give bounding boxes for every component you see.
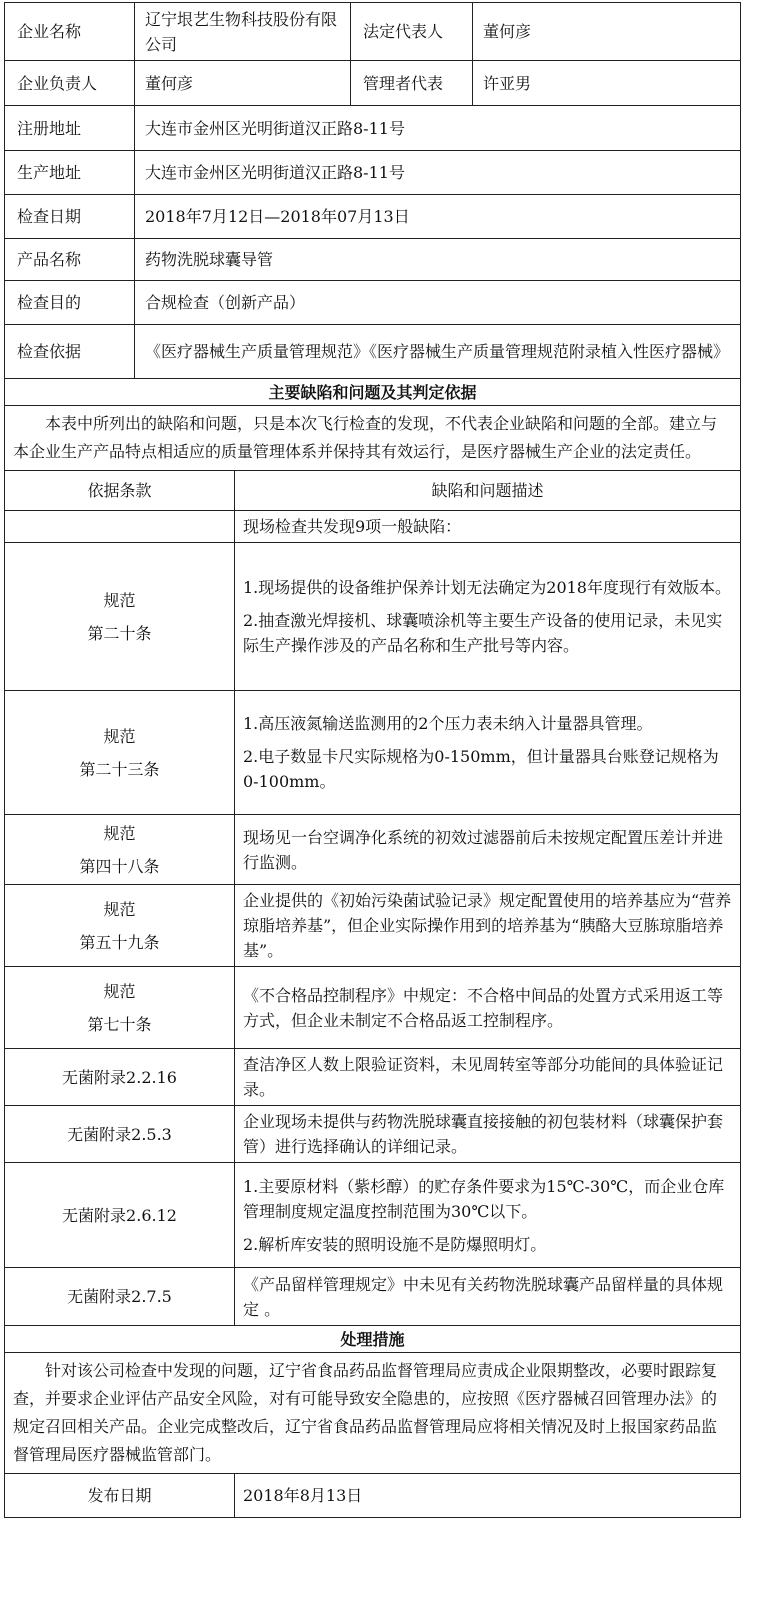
defects-intro: 本表中所列出的缺陷和问题，只是本次飞行检查的发现，不代表企业缺陷和问题的全部。建立与本企业生产产品特点相适应的质量管理体系并保持其有效运行，是医疗器械生产企业的法定责任。: [5, 406, 741, 471]
defect-description: [235, 543, 741, 691]
description-column-header: 缺陷和问题描述: [235, 471, 741, 511]
prod-address-value: 大连市金州区光明街道汉正路8-11号: [135, 151, 741, 195]
defect-row: [5, 1106, 741, 1163]
reg-address-value: 大连市金州区光明街道汉正路8-11号: [135, 106, 741, 151]
prod-address-label: 生产地址: [5, 151, 135, 195]
clause-article: 第二十三条: [79, 759, 160, 779]
basis-value: 《医疗器械生产质量管理规范》《医疗器械生产质量管理规范附录植入性医疗器械》: [135, 325, 741, 379]
product-row: [5, 239, 741, 281]
defect-row: [5, 1049, 741, 1106]
defects-summary: 现场检查共发现9项一般缺陷：: [235, 511, 741, 543]
defects-summary-row: [5, 511, 741, 543]
clause-type: 规范: [103, 899, 136, 919]
company-name-label: 企业名称: [5, 3, 135, 61]
measures-section-title: 处理措施: [5, 1326, 741, 1353]
defect-item: 2.电子数显卡尺实际规格为0-150mm，但计量器具台账登记规格为0-100mm。: [243, 747, 719, 791]
reg-address-label: 注册地址: [5, 106, 135, 151]
measures-text: 针对该公司检查中发现的问题，辽宁省食品药品监督管理局应责成企业限期整改，必要时跟踪复查，并要求企业评估产品安全风险，对有可能导致安全隐患的，应按照《医疗器械召回管理办法》的规定召回相关产品。企业完成整改后，辽宁省食品药品监督管理局应将相关情况及时上报国家药品监督管理局医疗器械监管部门。: [5, 1353, 741, 1474]
defect-description: 查洁净区人数上限验证资料，未见周转室等部分功能间的具体验证记录。: [235, 1049, 741, 1106]
defect-description: 企业提供的《初始污染菌试验记录》规定配置使用的培养基应为“营养琼脂培养基”，但企业实际操作用到的培养基为“胰酪大豆胨琼脂培养基”。: [235, 885, 741, 967]
defects-table: [4, 470, 741, 1326]
defect-description: [235, 691, 741, 815]
defect-row: [5, 691, 741, 815]
defects-intro-row: [5, 406, 741, 471]
defect-item: 1.高压液氮输送监测用的2个压力表未纳入计量器具管理。: [243, 714, 653, 733]
clause-type: 规范: [103, 823, 136, 843]
clause-article: 第七十条: [87, 1014, 152, 1034]
inspection-date-label: 检查日期: [5, 195, 135, 239]
defect-row: [5, 1268, 741, 1326]
clause-article: 第四十八条: [79, 856, 160, 876]
release-date-label: 发布日期: [5, 1474, 235, 1518]
measures-title-row: [5, 1326, 741, 1353]
purpose-value: 合规检查（创新产品）: [135, 281, 741, 325]
defect-item: 1.主要原材料（紫杉醇）的贮存条件要求为15℃-30℃，而企业仓库管理制度规定温度控制范围为30℃以下。: [243, 1176, 725, 1221]
company-name-row: [5, 3, 741, 61]
inspection-date-value: 2018年7月12日—2018年07月13日: [135, 195, 741, 239]
inspection-report: [4, 2, 740, 1518]
clause-cell: 无菌附录2.2.16: [5, 1049, 235, 1106]
basis-label: 检查依据: [5, 325, 135, 379]
clause-cell: [5, 691, 235, 815]
purpose-row: [5, 281, 741, 325]
principal-row: [5, 61, 741, 106]
clause-cell: [5, 543, 235, 691]
legal-rep-value: 董何彦: [473, 3, 741, 61]
defect-row: [5, 815, 741, 885]
clause-article: 第五十九条: [79, 932, 160, 952]
defect-description: 现场见一台空调净化系统的初效过滤器前后未按规定配置压差计并进行监测。: [235, 815, 741, 885]
principal-value: 董何彦: [135, 61, 351, 106]
clause-type: 规范: [103, 590, 136, 610]
defect-description: 《产品留样管理规定》中未见有关药物洗脱球囊产品留样量的具体规定 。: [235, 1268, 741, 1326]
clause-cell: 无菌附录2.6.12: [5, 1163, 235, 1268]
clause-cell: [5, 967, 235, 1049]
clause-type: 规范: [103, 726, 136, 746]
principal-label: 企业负责人: [5, 61, 135, 106]
defect-row: [5, 885, 741, 967]
clause-cell: 无菌附录2.5.3: [5, 1106, 235, 1163]
release-row: [5, 1474, 741, 1518]
mgmt-rep-value: 许亚男: [473, 61, 741, 106]
defects-title-row: [5, 379, 741, 406]
clause-cell: [5, 815, 235, 885]
defect-row: [5, 543, 741, 691]
legal-rep-label: 法定代表人: [351, 3, 473, 61]
defect-row: [5, 967, 741, 1049]
prod-address-row: [5, 151, 741, 195]
release-date-value: 2018年8月13日: [235, 1474, 741, 1518]
measures-table: [4, 1325, 741, 1518]
defect-description: 企业现场未提供与药物洗脱球囊直接接触的初包装材料（球囊保护套管）进行选择确认的详细记录。: [235, 1106, 741, 1163]
measures-text-row: [5, 1353, 741, 1474]
defect-item: 1.现场提供的设备维护保养计划无法确定为2018年度现行有效版本。: [243, 578, 731, 597]
reg-address-row: [5, 106, 741, 151]
clause-type: 规范: [103, 981, 136, 1001]
clause-column-header: 依据条款: [5, 471, 235, 511]
defect-row: [5, 1163, 741, 1268]
clause-article: 第二十条: [87, 623, 152, 643]
summary-clause-cell: [5, 511, 235, 543]
product-value: 药物洗脱球囊导管: [135, 239, 741, 281]
clause-cell: 无菌附录2.7.5: [5, 1268, 235, 1326]
defects-section-title: 主要缺陷和问题及其判定依据: [5, 379, 741, 406]
product-label: 产品名称: [5, 239, 135, 281]
clause-cell: [5, 885, 235, 967]
inspection-date-row: [5, 195, 741, 239]
mgmt-rep-label: 管理者代表: [351, 61, 473, 106]
basis-row: [5, 325, 741, 379]
defect-item: 2.解析库安装的照明设施不是防爆照明灯。: [243, 1234, 547, 1254]
defect-description: [235, 1163, 741, 1268]
defect-description: 《不合格品控制程序》中规定：不合格中间品的处置方式采用返工等方式，但企业未制定不合格品返工控制程序。: [235, 967, 741, 1049]
defects-header-row: [5, 471, 741, 511]
defect-item: 2.抽查激光焊接机、球囊喷涂机等主要生产设备的使用记录，未见实际生产操作涉及的产品名称和生产批号等内容。: [243, 611, 723, 655]
company-name-value: 辽宁垠艺生物科技股份有限公司: [135, 3, 351, 61]
company-info-table: [4, 2, 741, 471]
purpose-label: 检查目的: [5, 281, 135, 325]
